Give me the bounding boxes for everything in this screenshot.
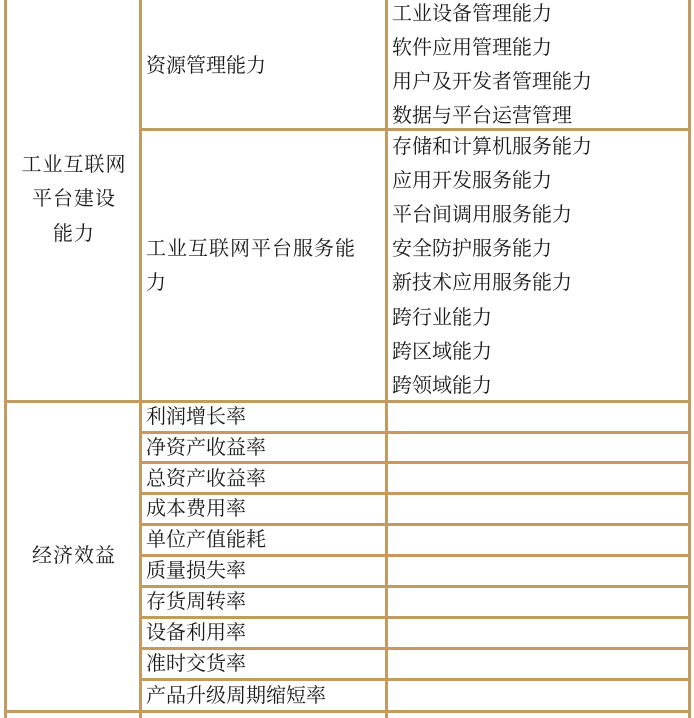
category-platform-line2: 平台建设 — [32, 186, 116, 210]
indicator-item: 质量损失率 — [146, 558, 246, 582]
indicator-item: 设备利用率 — [146, 620, 246, 644]
table-border — [139, 461, 691, 464]
capability-item: 安全防护服务能力 — [392, 236, 552, 260]
table-border — [139, 678, 691, 681]
category-platform-line1: 工业互联网 — [21, 152, 127, 176]
indicator-item: 产品升级周期缩短率 — [146, 683, 326, 707]
table-border — [688, 0, 691, 718]
capability-item: 跨行业能力 — [392, 305, 492, 329]
table-border — [139, 616, 691, 619]
indicator-item: 准时交货率 — [146, 651, 246, 675]
capability-item: 跨领域能力 — [392, 373, 492, 397]
table-border — [139, 585, 691, 588]
capability-item: 工业设备管理能力 — [392, 1, 552, 25]
table-border — [139, 128, 691, 131]
table-border — [139, 523, 691, 526]
table-border — [4, 0, 7, 718]
subcategory-service-line1: 工业互联网平台服务能 — [146, 236, 356, 260]
capability-item: 软件应用管理能力 — [392, 35, 552, 59]
indicator-item: 存货周转率 — [146, 589, 246, 613]
capability-item: 平台间调用服务能力 — [392, 202, 572, 226]
table-border — [139, 647, 691, 650]
table-border — [385, 0, 388, 718]
subcategory-service-line2: 力 — [146, 270, 166, 294]
capability-item: 跨区域能力 — [392, 339, 492, 363]
table-border — [139, 554, 691, 557]
category-platform-line3: 能力 — [53, 221, 95, 245]
indicator-item: 成本费用率 — [146, 496, 246, 520]
category-economic: 经济效益 — [32, 543, 116, 567]
subcategory-resource: 资源管理能力 — [146, 53, 266, 77]
table-border — [4, 710, 691, 713]
table-border — [4, 400, 691, 403]
table-border — [139, 0, 142, 718]
table-border — [139, 492, 691, 495]
indicator-item: 净资产收益率 — [146, 435, 266, 459]
capability-item: 新技术应用服务能力 — [392, 270, 572, 294]
capability-item: 应用开发服务能力 — [392, 168, 552, 192]
indicator-item: 总资产收益率 — [146, 466, 266, 490]
capability-item: 用户及开发者管理能力 — [392, 69, 592, 93]
indicator-item: 利润增长率 — [146, 404, 246, 428]
capability-item: 存储和计算机服务能力 — [392, 134, 592, 158]
indicator-item: 单位产值能耗 — [146, 527, 266, 551]
table-border — [139, 431, 691, 434]
capability-item: 数据与平台运营管理 — [392, 103, 572, 127]
